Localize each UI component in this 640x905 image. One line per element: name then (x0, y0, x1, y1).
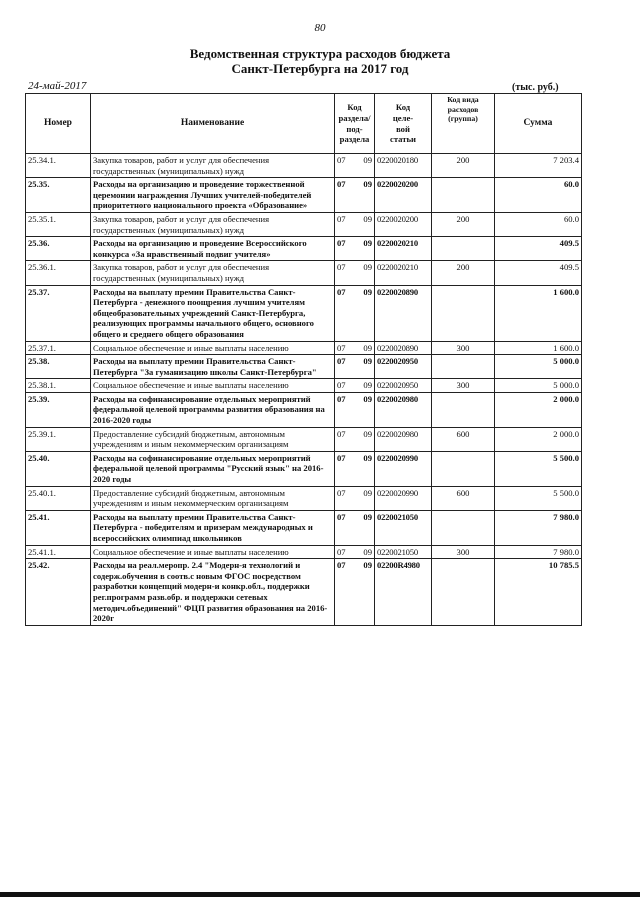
row-subsection: 09 (363, 380, 372, 391)
header-target-line: целе- (392, 112, 414, 123)
header-section-code (335, 94, 375, 154)
table-row (26, 379, 582, 393)
row-section: 07 (337, 342, 346, 353)
row-subsection: 09 (363, 452, 372, 463)
row-target-code: 02200R4980 (375, 559, 432, 626)
row-sum: 409.5 (495, 237, 582, 261)
header-target-line: вой (396, 123, 410, 134)
row-expense-group: 600 (432, 427, 495, 451)
row-expense-group (432, 392, 495, 427)
row-name: Расходы на выплату премии Правительства Санкт-Петербурга - победителям и призерам международных и всероссийских олимпиад школьников (91, 510, 335, 545)
row-name: Расходы на выплату премии Правительства Санкт-Петербурга "За гуманизацию школы Санкт-Петербурга" (91, 355, 335, 379)
table-row (26, 545, 582, 559)
row-target-code: 0220021050 (375, 545, 432, 559)
units-label: (тыс. руб.) (512, 82, 559, 93)
row-number: 25.41.1. (26, 545, 91, 559)
row-section-code (335, 451, 375, 486)
row-section: 07 (337, 487, 346, 498)
row-name: Закупка товаров, работ и услуг для обеспечения государственных (муниципальных) нужд (91, 261, 335, 285)
row-name: Закупка товаров, работ и услуг для обеспечения государственных (муниципальных) нужд (91, 212, 335, 236)
header-name: Наименование (91, 94, 335, 154)
row-subsection: 09 (363, 487, 372, 498)
row-target-code: 0220020200 (375, 212, 432, 236)
row-subsection: 09 (363, 428, 372, 439)
scan-edge-bar (0, 892, 640, 897)
row-subsection: 09 (363, 546, 372, 557)
page-number: 80 (314, 22, 326, 34)
row-section-code (335, 559, 375, 626)
table-row (26, 261, 582, 285)
row-target-code: 0220020980 (375, 392, 432, 427)
row-expense-group: 300 (432, 545, 495, 559)
row-name: Предоставление субсидий бюджетным, автономным учреждениям и иным некоммерческим организациям (91, 427, 335, 451)
row-sum: 5 000.0 (495, 379, 582, 393)
budget-table (25, 93, 582, 626)
table-row (26, 451, 582, 486)
title-line-2: Санкт-Петербурга на 2017 год (231, 61, 409, 76)
row-subsection: 09 (363, 393, 372, 404)
row-section-code (335, 237, 375, 261)
row-target-code: 0220020200 (375, 178, 432, 213)
row-sum: 7 980.0 (495, 545, 582, 559)
row-sum: 1 600.0 (495, 341, 582, 355)
row-name: Закупка товаров, работ и услуг для обеспечения государственных (муниципальных) нужд (91, 154, 335, 178)
row-expense-group (432, 178, 495, 213)
row-section-code (335, 285, 375, 341)
row-sum: 1 600.0 (495, 285, 582, 341)
row-target-code: 0220020950 (375, 379, 432, 393)
table-body (26, 154, 582, 626)
row-number: 25.36. (26, 237, 91, 261)
table-row (26, 392, 582, 427)
table-row (26, 237, 582, 261)
row-sum: 5 500.0 (495, 486, 582, 510)
header-section-line: раздела (339, 134, 370, 145)
row-subsection: 09 (363, 286, 372, 297)
row-target-code: 0220020210 (375, 237, 432, 261)
row-section: 07 (337, 238, 346, 249)
row-target-code: 0220020890 (375, 341, 432, 355)
row-section-code (335, 355, 375, 379)
table-row (26, 486, 582, 510)
row-target-code: 0220020210 (375, 261, 432, 285)
row-section-code (335, 379, 375, 393)
row-number: 25.38.1. (26, 379, 91, 393)
row-name: Расходы на выплату премии Правительства Санкт-Петербурга - денежного поощрения лучшим учителям общеобразовательных учреждений Санкт-Петербурга, реализующих программы начального общего, основного общего и среднего общего образования (91, 285, 335, 341)
header-section-line: под- (346, 123, 363, 134)
row-section: 07 (337, 179, 346, 190)
row-target-code: 0220020890 (375, 285, 432, 341)
row-sum: 7 203.4 (495, 154, 582, 178)
header-sum: Сумма (495, 94, 582, 154)
row-name: Расходы на софинансирование отдельных мероприятий федеральной целевой программы "Русский язык" на 2016-2020 годы (91, 451, 335, 486)
row-section-code (335, 392, 375, 427)
row-name: Предоставление субсидий бюджетным, автономным учреждениям и иным некоммерческим организациям (91, 486, 335, 510)
row-section: 07 (337, 155, 346, 165)
row-expense-group (432, 237, 495, 261)
row-subsection: 09 (363, 356, 372, 367)
table-row (26, 178, 582, 213)
row-sum: 5 500.0 (495, 451, 582, 486)
row-expense-group: 200 (432, 154, 495, 178)
row-number: 25.39.1. (26, 427, 91, 451)
header-target-code (375, 94, 432, 154)
document-date: 24-май-2017 (28, 80, 87, 92)
row-section-code (335, 510, 375, 545)
title-line-1: Ведомственная структура расходов бюджета (189, 46, 451, 61)
row-target-code: 0220020950 (375, 355, 432, 379)
table-header-row (26, 94, 582, 154)
row-expense-group: 300 (432, 379, 495, 393)
row-sum: 409.5 (495, 261, 582, 285)
row-number: 25.40. (26, 451, 91, 486)
row-section: 07 (337, 428, 346, 439)
header-number: Номер (26, 94, 91, 154)
row-target-code: 0220020990 (375, 451, 432, 486)
row-section: 07 (337, 356, 346, 367)
row-sum: 60.0 (495, 212, 582, 236)
row-subsection: 09 (363, 511, 372, 522)
row-sum: 2 000.0 (495, 427, 582, 451)
table-row (26, 154, 582, 178)
row-name: Расходы на софинансирование отдельных мероприятий федеральной целевой программы развития образования на 2016-2020 годы (91, 392, 335, 427)
row-section-code (335, 427, 375, 451)
row-sum: 2 000.0 (495, 392, 582, 427)
table-row (26, 212, 582, 236)
table-row (26, 355, 582, 379)
row-sum: 10 785.5 (495, 559, 582, 626)
row-name: Расходы на организацию и проведение торжественной церемонии награждения Лучших учителей-победителей приоритетного национального проекта «Образование» (91, 178, 335, 213)
row-sum: 60.0 (495, 178, 582, 213)
row-number: 25.35. (26, 178, 91, 213)
row-sum: 5 000.0 (495, 355, 582, 379)
row-number: 25.41. (26, 510, 91, 545)
row-target-code: 0220020180 (375, 154, 432, 178)
row-section-code (335, 261, 375, 285)
header-target-line: статьи (390, 134, 416, 145)
row-subsection: 09 (363, 155, 372, 165)
row-expense-group (432, 451, 495, 486)
row-section-code (335, 154, 375, 178)
row-name: Социальное обеспечение и иные выплаты населению (91, 545, 335, 559)
row-name: Расходы на реал.меропр. 2.4 "Модерн-я технологий и содерж.обучения в соотв.с новым ФГОС посредством разработки концепций модерн-и конкр.обл., поддержки рег.программ разв.обр. и поддержки сетевых методич.объединений" ФЦП развития образования на 2016-2020г (91, 559, 335, 626)
row-subsection: 09 (363, 238, 372, 249)
row-number: 25.39. (26, 392, 91, 427)
row-section: 07 (337, 546, 346, 557)
row-number: 25.34.1. (26, 154, 91, 178)
header-group-line: (группа) (448, 114, 478, 124)
header-expense-group (432, 94, 495, 154)
row-expense-group: 200 (432, 212, 495, 236)
row-name: Социальное обеспечение и иные выплаты населению (91, 379, 335, 393)
row-expense-group (432, 355, 495, 379)
header-group-line: Код вида (447, 95, 479, 104)
row-subsection: 09 (363, 179, 372, 190)
row-section-code (335, 341, 375, 355)
row-section: 07 (337, 286, 346, 297)
header-section-line: Код (347, 102, 362, 113)
row-section: 07 (337, 511, 346, 522)
row-subsection: 09 (363, 560, 372, 571)
row-expense-group (432, 285, 495, 341)
row-subsection: 09 (363, 213, 372, 224)
header-target-line: Код (395, 102, 411, 113)
row-section: 07 (337, 560, 346, 571)
row-section: 07 (337, 262, 346, 273)
row-sum: 7 980.0 (495, 510, 582, 545)
row-target-code: 0220021050 (375, 510, 432, 545)
row-number: 25.40.1. (26, 486, 91, 510)
document-title (0, 46, 640, 76)
table-row (26, 285, 582, 341)
row-subsection: 09 (363, 342, 372, 353)
row-section: 07 (337, 380, 346, 391)
row-expense-group (432, 510, 495, 545)
table-row (26, 510, 582, 545)
row-name: Расходы на организацию и проведение Всероссийского конкурса «За нравственный подвиг учителя» (91, 237, 335, 261)
row-section: 07 (337, 393, 346, 404)
header-section-line: раздела/ (338, 112, 371, 123)
table-row (26, 559, 582, 626)
row-expense-group: 300 (432, 341, 495, 355)
row-number: 25.42. (26, 559, 91, 626)
row-section-code (335, 486, 375, 510)
header-group-line: расходов (447, 104, 479, 114)
row-number: 25.37.1. (26, 341, 91, 355)
row-section-code (335, 545, 375, 559)
row-section-code (335, 178, 375, 213)
row-section: 07 (337, 452, 346, 463)
row-section: 07 (337, 213, 346, 224)
row-number: 25.35.1. (26, 212, 91, 236)
table-row (26, 341, 582, 355)
row-expense-group: 200 (432, 261, 495, 285)
row-number: 25.36.1. (26, 261, 91, 285)
table-row (26, 427, 582, 451)
row-expense-group (432, 559, 495, 626)
row-section-code (335, 212, 375, 236)
row-expense-group: 600 (432, 486, 495, 510)
row-target-code: 0220020990 (375, 486, 432, 510)
row-number: 25.38. (26, 355, 91, 379)
row-target-code: 0220020980 (375, 427, 432, 451)
row-number: 25.37. (26, 285, 91, 341)
row-name: Социальное обеспечение и иные выплаты населению (91, 341, 335, 355)
row-subsection: 09 (363, 262, 372, 273)
